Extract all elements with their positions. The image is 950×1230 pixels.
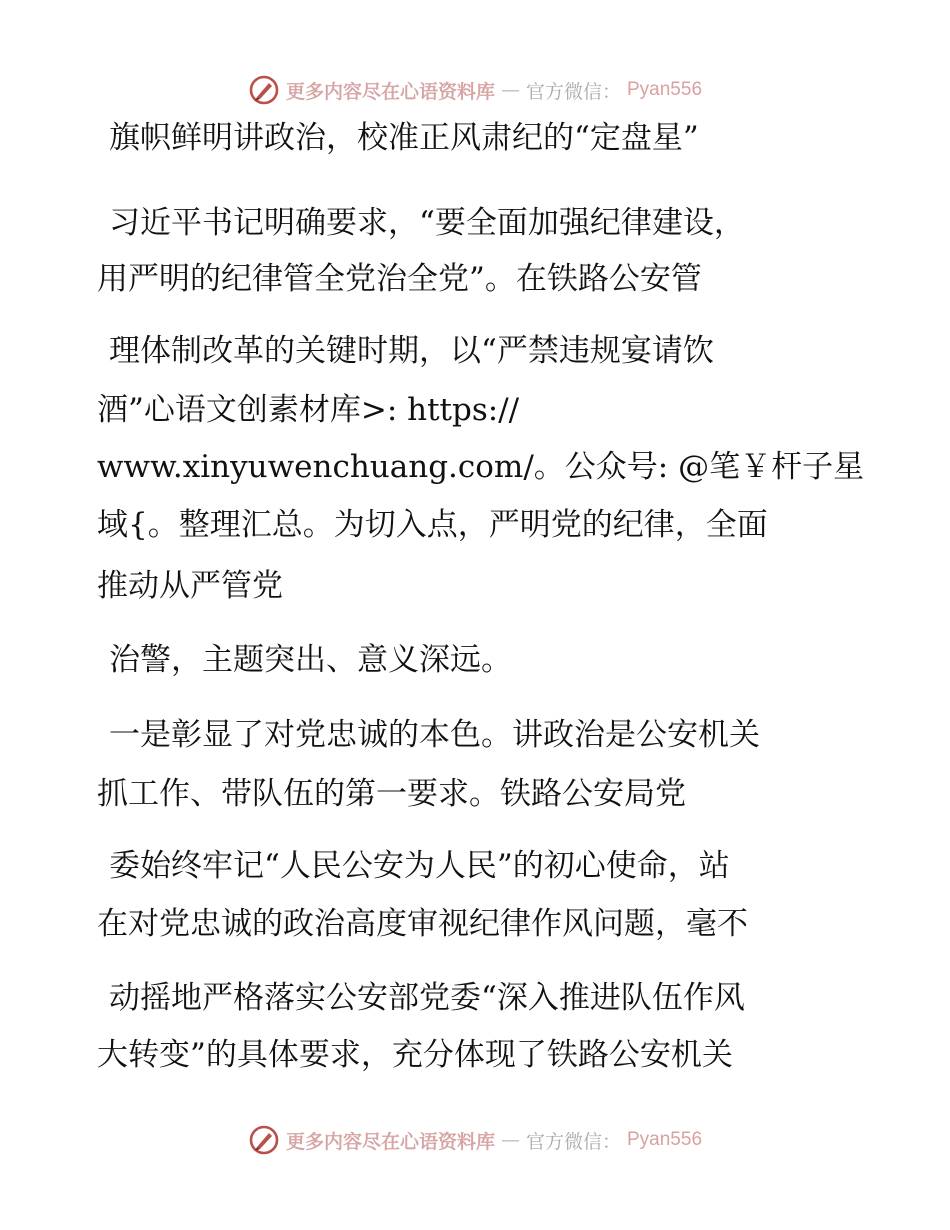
text-line: 在对党忠诚的政治高度审视纪律作风问题，毫不 <box>97 906 748 942</box>
watermark-separator: — <box>500 1129 520 1151</box>
text-line: 理体制改革的关键时期，以“严禁违规宴请饮 <box>109 333 714 369</box>
pen-logo-icon <box>248 1124 280 1156</box>
watermark <box>248 74 702 106</box>
text-line: 用严明的纪律管全党治全党”。在铁路公安管 <box>97 261 702 297</box>
header-watermark <box>0 70 950 110</box>
watermark-separator: — <box>500 79 520 101</box>
text-line: 治警，主题突出、意义深远。 <box>109 642 512 678</box>
pen-logo-icon <box>248 74 280 106</box>
text-line: 域{。整理汇总。为切入点，严明党的纪律，全面 <box>97 507 768 543</box>
text-line: www.xinyuwenchuang.com/。公众号: @笔￥杆子星 <box>97 449 865 485</box>
text-line: 委始终牢记“人民公安为人民”的初心使命，站 <box>109 848 730 884</box>
text-line: 酒”心语文创素材库>: https:// <box>97 392 520 428</box>
text-line: 习近平书记明确要求，“要全面加强纪律建设， <box>109 205 745 241</box>
text-line: 大转变”的具体要求，充分体现了铁路公安机关 <box>97 1037 733 1073</box>
text-line: 推动从严管党 <box>97 568 283 604</box>
watermark-text: 更多内容尽在心语资料库 <box>285 1130 495 1153</box>
footer-watermark <box>0 1120 950 1160</box>
watermark-text: 更多内容尽在心语资料库 <box>285 80 495 103</box>
watermark-wechat-id: Pyan556 <box>627 79 703 100</box>
watermark-official: 官方微信： <box>525 1130 621 1153</box>
text-line: 抓工作、带队伍的第一要求。铁路公安局党 <box>97 776 686 812</box>
text-line: 动摇地严格落实公安部党委“深入推进队伍作风 <box>109 980 745 1016</box>
text-line: 旗帜鲜明讲政治，校准正风肃纪的“定盘星” <box>109 120 699 156</box>
watermark-wechat-id: Pyan556 <box>627 1129 703 1150</box>
watermark-official: 官方微信： <box>525 80 621 103</box>
watermark <box>248 1124 702 1156</box>
text-line: 一是彰显了对党忠诚的本色。讲政治是公安机关 <box>109 717 760 753</box>
